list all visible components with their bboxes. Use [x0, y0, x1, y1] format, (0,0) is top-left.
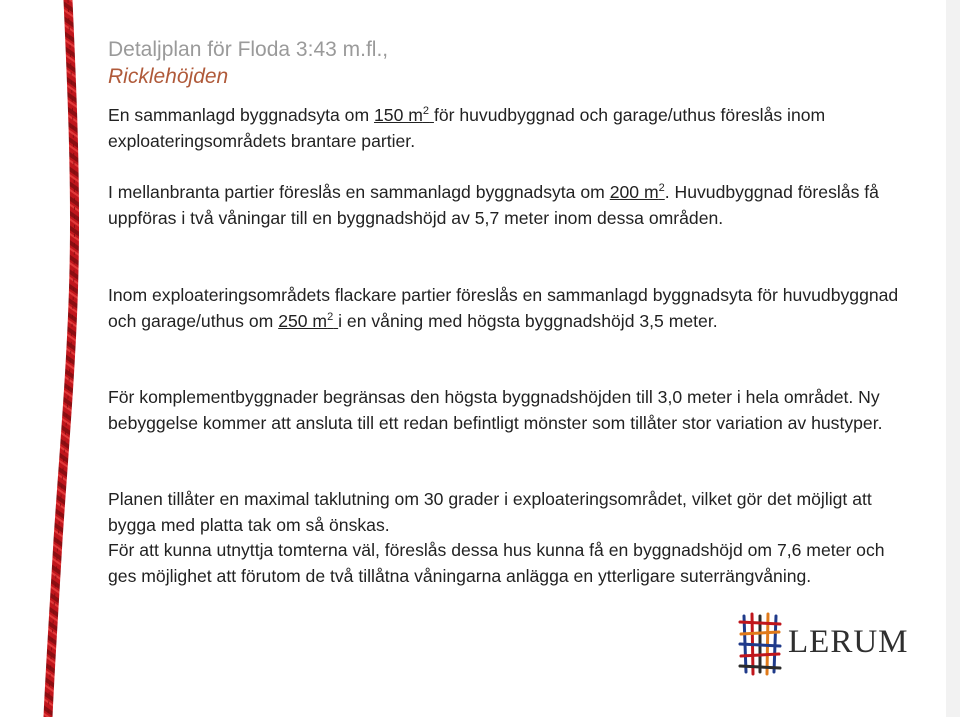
- p1-area-value: 150 m: [374, 105, 423, 125]
- title-line-2: Ricklehöjden: [108, 65, 229, 88]
- paragraph-6: För att kunna utnyttja tomterna väl, föreslås dessa hus kunna få en byggnadshöjd om 7,6 meter och ges möjlighet att förutom de två tillåtna våningarna anlägga en ytterligare suterrängvåning.: [108, 540, 885, 586]
- paragraph-3: [108, 283, 908, 334]
- p2-area-value: 200 m: [609, 182, 659, 202]
- paragraph-4: För komplementbyggnader begränsas den högsta byggnadshöjden till 3,0 meter i hela området. Ny bebyggelse kommer att ansluta till ett redan befintligt mönster som tillåter stor variation av hustyper.: [108, 387, 883, 433]
- p3-pre: Inom exploateringsområdets flackare partier föreslås en sammanlagd byggnadsyta för huvudbyggnad och garage/uthus om: [108, 285, 899, 331]
- paragraph-5: Planen tillåter en maximal taklutning om 30 grader i exploateringsområdet, vilket gör det möjligt att bygga med platta tak om så önskas.: [108, 489, 872, 535]
- red-rope-decoration: [20, 0, 110, 717]
- p3-area-sup: 2: [327, 310, 334, 323]
- p2-area: [610, 182, 665, 202]
- p1-pre: En sammanlagd byggnadsyta om: [108, 105, 375, 125]
- p3-post: i en våning med högsta byggnadshöjd 3,5 meter.: [338, 310, 718, 331]
- title-line-1: Detaljplan för Floda 3:43 m.fl.,: [108, 38, 389, 61]
- paragraph-2: [108, 180, 908, 231]
- p1-area: [374, 105, 434, 125]
- lerum-wordmark: LERUM: [788, 624, 909, 660]
- p2-area-sup: 2: [658, 182, 665, 194]
- woven-plaid-mark-icon: [738, 612, 782, 676]
- p1-area-sup: 2: [422, 105, 430, 117]
- p3-area-value: 250 m: [278, 310, 328, 331]
- slide-title: [108, 36, 388, 90]
- p3-area: [278, 311, 338, 331]
- right-edge-strip: [946, 0, 960, 717]
- lerum-logo: [738, 612, 908, 676]
- p2-post: . Huvudbyggnad föreslås få uppföras i två våningar till en byggnadshöjd av 5,7 meter inom dessa områden.: [108, 182, 879, 228]
- p1-post: för huvudbyggnad och garage/uthus föreslås inom exploateringsområdets brantare partier.: [108, 105, 826, 151]
- p2-pre: I mellanbranta partier föreslås en sammanlagd byggnadsyta om: [108, 182, 610, 202]
- paragraph-1: [108, 103, 908, 154]
